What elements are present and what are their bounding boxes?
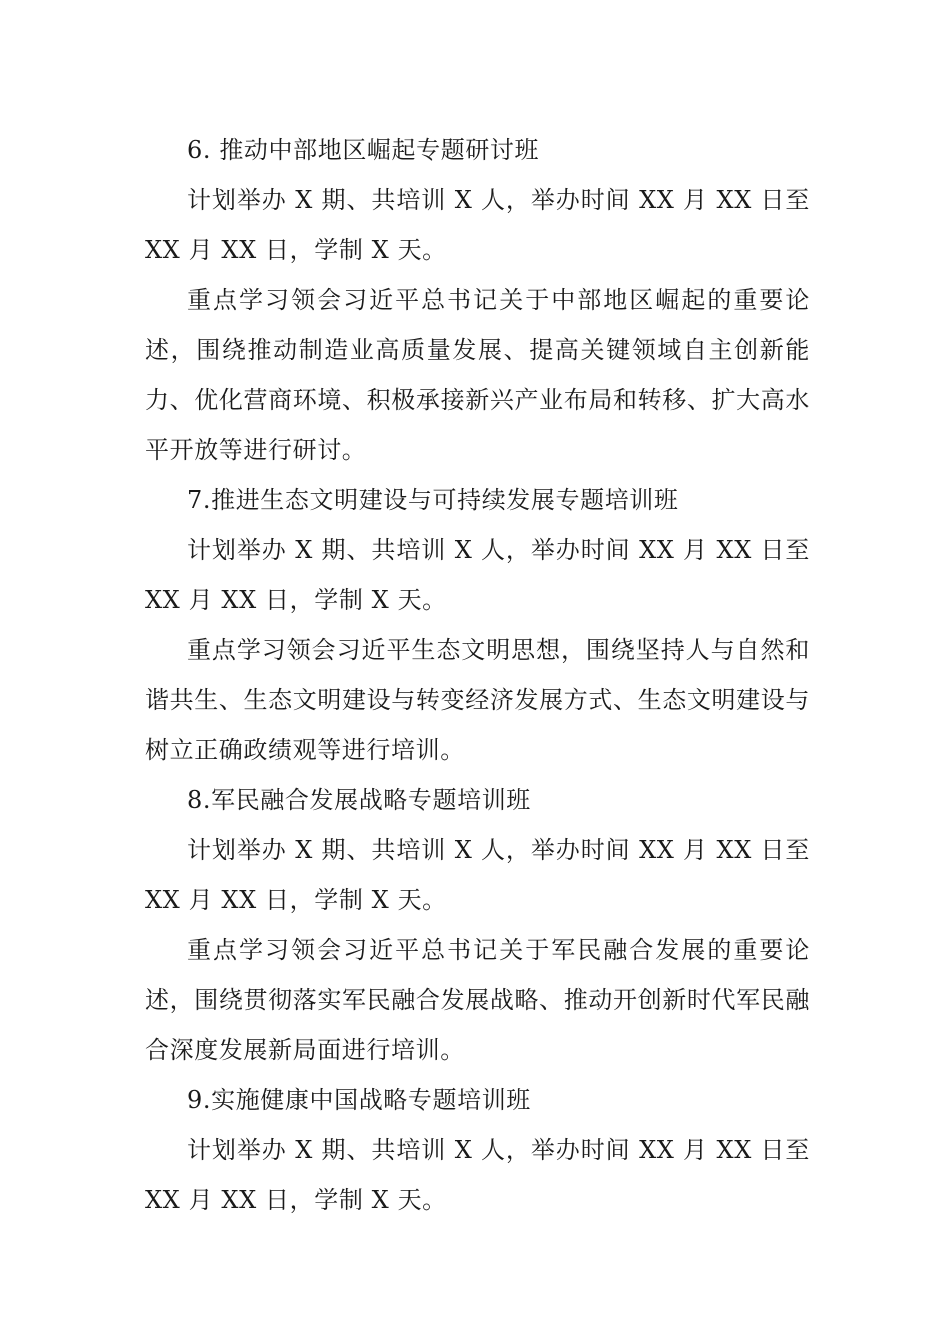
section-heading-7: 7.推进生态文明建设与可持续发展专题培训班	[187, 486, 679, 514]
section-7-schedule: 计划举办 X 期、共培训 X 人，举办时间 XX 月 XX 日至 XX 月 XX 日，学制 X 天。	[145, 536, 810, 614]
section-6-schedule: 计划举办 X 期、共培训 X 人，举办时间 XX 月 XX 日至 XX 月 XX 日，学制 X 天。	[145, 186, 810, 264]
section-heading-9: 9.实施健康中国战略专题培训班	[187, 1086, 531, 1114]
section-6-content: 重点学习领会习近平总书记关于中部地区崛起的重要论述，围绕推动制造业高质量发展、提高关键领域自主创新能力、优化营商环境、积极承接新兴产业布局和转移、扩大高水平开放等进行研讨。	[145, 286, 810, 464]
section-heading-6: 6. 推动中部地区崛起专题研讨班	[187, 136, 540, 164]
section-8-schedule: 计划举办 X 期、共培训 X 人，举办时间 XX 月 XX 日至 XX 月 XX 日，学制 X 天。	[145, 836, 810, 914]
document-body	[145, 125, 810, 1225]
section-8-content: 重点学习领会习近平总书记关于军民融合发展的重要论述，围绕贯彻落实军民融合发展战略、推动开创新时代军民融合深度发展新局面进行培训。	[145, 936, 810, 1064]
section-7-content: 重点学习领会习近平生态文明思想，围绕坚持人与自然和谐共生、生态文明建设与转变经济发展方式、生态文明建设与树立正确政绩观等进行培训。	[145, 636, 810, 764]
section-heading-8: 8.军民融合发展战略专题培训班	[187, 786, 531, 814]
section-9-schedule: 计划举办 X 期、共培训 X 人，举办时间 XX 月 XX 日至 XX 月 XX 日，学制 X 天。	[145, 1136, 810, 1214]
